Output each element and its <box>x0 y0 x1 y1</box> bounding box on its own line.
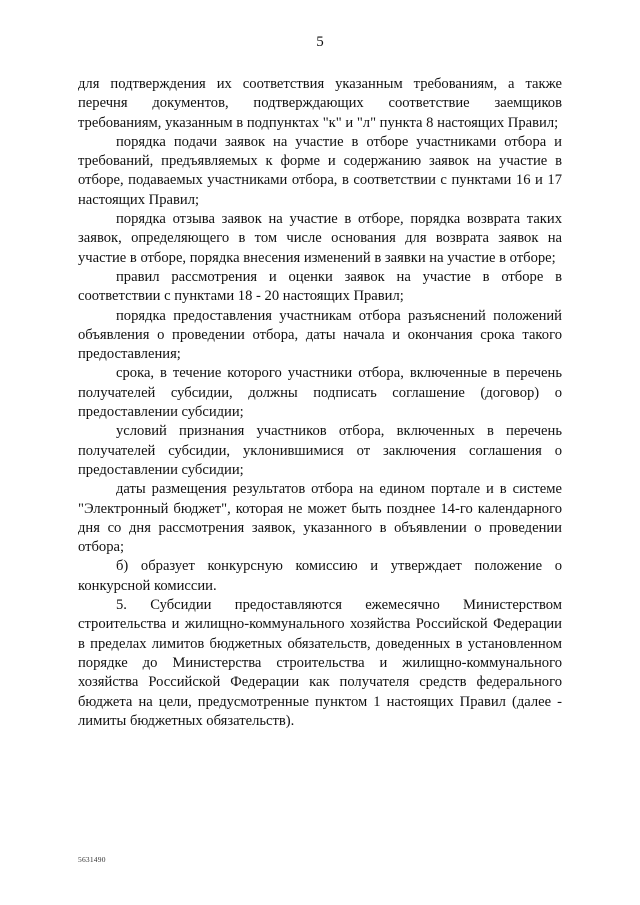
paragraph: порядка подачи заявок на участие в отборе участниками отбора и требований, предъявляемых к форме и содержанию заявок на участие в отборе, подаваемых участниками отбора, в соответствии с пунктами 16 и 17 настоящих Правил; <box>78 133 562 208</box>
paragraph: правил рассмотрения и оценки заявок на участие в отборе в соответствии с пунктами 18 - 20 настоящих Правил; <box>78 268 562 305</box>
document-code: 5631490 <box>78 855 106 864</box>
paragraph: даты размещения результатов отбора на едином портале и в системе "Электронный бюджет", которая не может быть позднее 14-го календарного дня со дня рассмотрения заявок, указанного в объявлении о проведении отбора; <box>78 481 562 556</box>
paragraph: порядка отзыва заявок на участие в отборе, порядка возврата таких заявок, определяющего в том числе основания для возврата заявок на участие в отборе, порядка внесения изменений в заявки на участие в отборе; <box>78 211 562 266</box>
paragraph: срока, в течение которого участники отбора, включенные в перечень получателей субсидии, должны подписать соглашение (договор) о предоставлении субсидии; <box>78 365 562 421</box>
page-number: 5 <box>316 34 324 50</box>
paragraph: условий признания участников отбора, включенных в перечень получателей субсидии, уклонившимися от заключения соглашения о предоставлении субсидии; <box>78 423 562 478</box>
paragraph: 5. Субсидии предоставляются ежемесячно Министерством строительства и жилищно-коммунального хозяйства Российской Федерации в пределах лимитов бюджетных обязательств, доведенных в установленном порядке до Министерства строительства и жилищно-коммунального хозяйства Российской Федерации как получателя средств федерального бюджета на цели, предусмотренные пунктом 1 настоящих Правил (далее - лимиты бюджетных обязательств). <box>78 597 562 729</box>
paragraph: порядка предоставления участникам отбора разъяснений положений объявления о проведении отбора, даты начала и окончания срока такого предоставления; <box>78 307 562 363</box>
document-body <box>78 75 562 731</box>
paragraph: для подтверждения их соответствия указанным требованиям, а также перечня документов, подтверждающих соответствие заемщиков требованиям, указанным в подпунктах "к" и "л" пункта 8 настоящих Правил; <box>78 76 562 131</box>
paragraph: б) образует конкурсную комиссию и утверждает положение о конкурсной комиссии. <box>78 558 562 594</box>
